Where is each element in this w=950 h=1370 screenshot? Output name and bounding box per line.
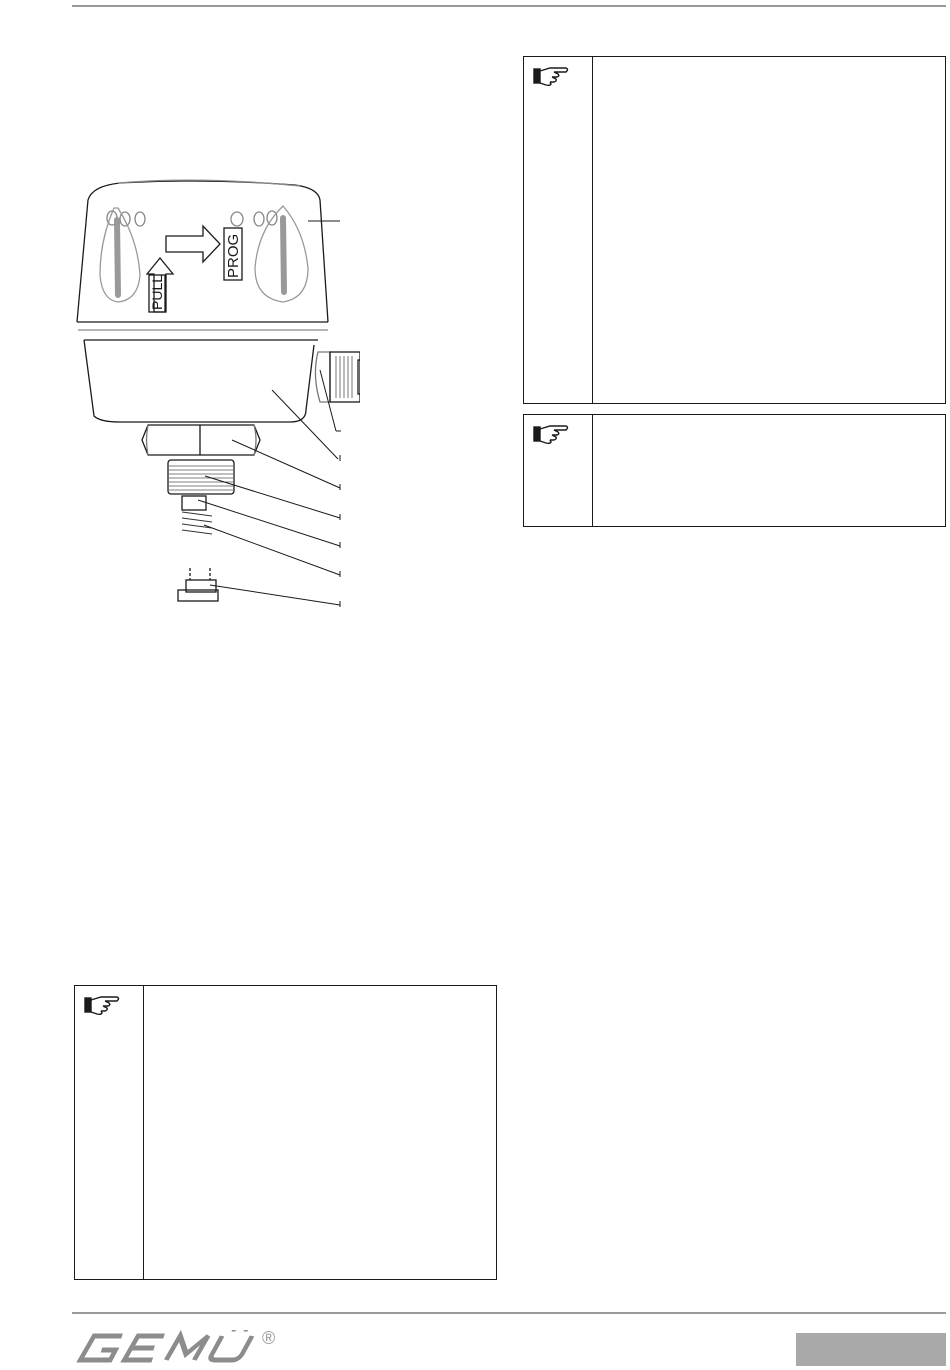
note-icon-cell (524, 57, 593, 403)
pointing-hand-icon (532, 423, 572, 445)
page-number-tab (796, 1333, 946, 1366)
note-icon-cell (75, 986, 144, 1279)
right-arrow (166, 226, 220, 262)
pointing-hand-icon (532, 65, 572, 87)
footer-rule (72, 1312, 946, 1314)
note-text-area (593, 415, 945, 526)
registered-mark: ® (262, 1328, 276, 1348)
note-box-bottom-left (74, 985, 497, 1280)
device-illustration (60, 170, 360, 610)
note-box-top-right (523, 56, 946, 404)
pull-label: PULL (149, 274, 165, 310)
thread (168, 460, 234, 494)
body-outline (84, 340, 314, 422)
header-rule (72, 5, 946, 7)
note-box-mid-right (523, 414, 946, 527)
pointing-hand-icon (83, 994, 123, 1016)
note-text-area (144, 986, 496, 1279)
prog-label: PROG (225, 233, 242, 278)
note-text-area (593, 57, 945, 403)
gemu-logo (72, 1330, 262, 1366)
hex-nut (142, 425, 260, 455)
note-icon-cell (524, 415, 593, 526)
